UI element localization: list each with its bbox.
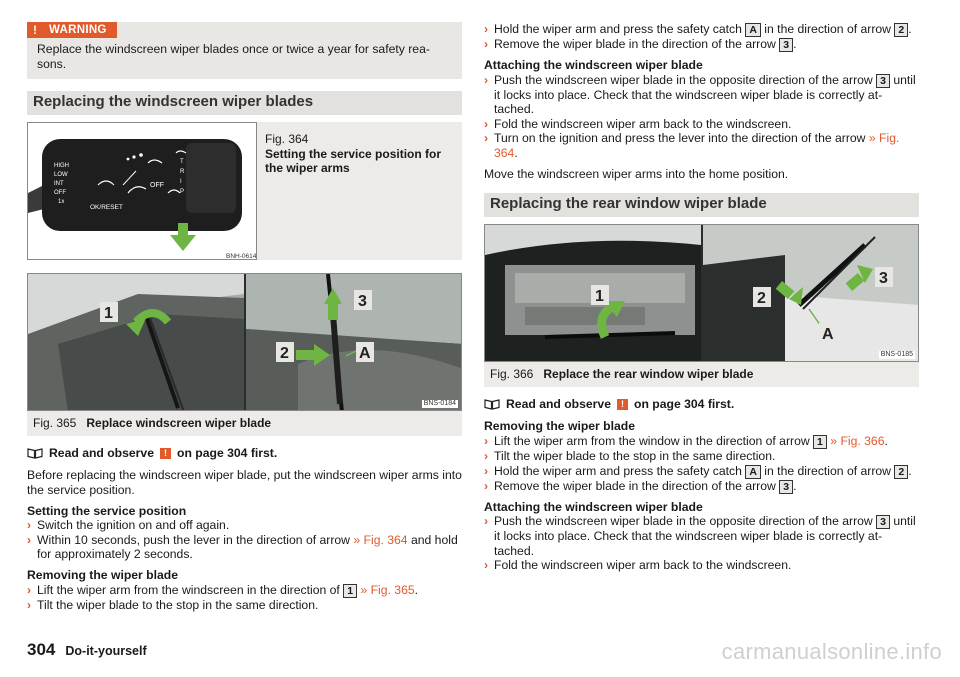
windscreen-wiper-photos xyxy=(28,274,462,411)
page-footer xyxy=(27,640,147,659)
section-title-rear-wiper: Replacing the rear window wiper blade xyxy=(484,193,919,217)
figure-366 xyxy=(484,224,919,387)
chevron-right-icon: › xyxy=(484,558,489,573)
list-item: › Hold the wiper arm and press the safety catch A in the direction of arrow 2 . xyxy=(484,463,912,478)
list-item: › Switch the ignition on and off again. xyxy=(27,518,230,533)
rear-wiper-photos xyxy=(485,225,919,362)
chevron-right-icon: › xyxy=(484,463,489,478)
image-code: BNS-0184 xyxy=(423,400,456,408)
figure-number: Fig. 366 xyxy=(490,367,534,382)
ok-reset-label: OK/RESET xyxy=(90,204,123,212)
chevron-right-icon: › xyxy=(484,72,489,87)
figure-number: Fig. 364 xyxy=(265,132,309,147)
chevron-right-icon: › xyxy=(484,478,489,493)
subheading: Setting the service position xyxy=(27,503,187,518)
figure-365-image xyxy=(27,273,462,411)
list-item: › Tilt the wiper blade to the stop in the same direction. xyxy=(484,448,776,463)
trip-letter: I xyxy=(180,179,182,186)
list-item: › Turn on the ignition and press the lever into the direction of the arrow » Fig. 364. xyxy=(484,131,900,160)
figure-365 xyxy=(27,273,462,436)
page-number: 304 xyxy=(27,640,56,659)
callout-tag: A xyxy=(745,23,761,37)
list-item: › Lift the wiper arm from the window in the direction of arrow 1 » Fig. 366. xyxy=(484,433,888,448)
chevron-right-icon: › xyxy=(484,37,489,51)
callout-tag: 3 xyxy=(876,74,890,88)
wiper-lever-illustration xyxy=(28,123,257,260)
callout-tag: 1 xyxy=(813,435,827,449)
read-observe-text: Read and observe xyxy=(49,445,154,460)
warning-icon: ! xyxy=(160,448,171,459)
figure-link[interactable]: » Fig. 364 xyxy=(353,532,408,547)
lever-label: HIGH xyxy=(54,163,69,170)
subheading: Attaching the windscreen wiper blade xyxy=(484,58,703,72)
figure-364 xyxy=(27,122,462,260)
read-observe-page-ref: on page 304 first. xyxy=(634,396,735,411)
figure-364-image xyxy=(27,122,257,260)
callout-tag: 2 xyxy=(894,465,908,479)
callout-tag: 2 xyxy=(894,23,908,37)
list-item: › Fold the windscreen wiper arm back to the windscreen. xyxy=(484,116,792,131)
read-observe-page-ref: on page 304 first. xyxy=(177,445,278,460)
list-item: › Tilt the wiper blade to the stop in the same direction. xyxy=(27,597,319,612)
callout-tag: 1 xyxy=(343,584,357,598)
chevron-right-icon: › xyxy=(484,131,489,146)
callout-tag: 3 xyxy=(876,515,890,529)
watermark: carmanualsonline.info xyxy=(721,639,942,664)
callout-3: 3 xyxy=(358,293,367,311)
book-icon xyxy=(484,399,500,410)
list-item: › Hold the wiper arm and press the safety catch A in the direction of arrow 2 . xyxy=(484,22,912,36)
figure-link[interactable]: » Fig. 364 xyxy=(494,131,900,160)
callout-1: 1 xyxy=(595,288,604,306)
callout-1: 1 xyxy=(104,305,113,323)
chapter-title: Do-it-yourself xyxy=(65,644,147,658)
lever-label: 1x xyxy=(58,199,65,206)
home-position-paragraph: Move the windscreen wiper arms into the home position. xyxy=(484,166,789,181)
list-item: › Lift the wiper arm from the windscreen in the direction of 1 » Fig. 365. xyxy=(27,582,419,597)
book-icon xyxy=(27,448,43,459)
list-item: › Fold the windscreen wiper arm back to the windscreen. xyxy=(484,558,792,573)
figure-number: Fig. 365 xyxy=(33,416,77,431)
trip-letter: R xyxy=(180,169,185,176)
chevron-right-icon: › xyxy=(484,433,489,448)
figure-364-caption xyxy=(257,122,462,260)
callout-tag: 3 xyxy=(779,38,793,52)
right-column xyxy=(484,22,919,573)
intro-paragraph: Before replacing the windscreen wiper blade, put the windscreen wiper arms into the service position. xyxy=(27,468,462,497)
list-item: › Within 10 seconds, push the lever in the direction of arrow » Fig. 364 and hold for approximately 2 seconds. xyxy=(27,532,458,562)
image-code: BNH-0614 xyxy=(226,253,257,261)
chevron-right-icon: › xyxy=(27,532,32,547)
chevron-right-icon: › xyxy=(27,597,32,612)
chevron-right-icon: › xyxy=(484,22,489,36)
callout-2: 2 xyxy=(757,290,766,308)
subheading: Attaching the windscreen wiper blade xyxy=(484,499,703,514)
chevron-right-icon: › xyxy=(27,582,32,597)
figure-link[interactable]: » Fig. 365 xyxy=(360,582,415,597)
figure-365-caption xyxy=(27,411,462,436)
list-item: › Push the windscreen wiper blade in the opposite direction of the arrow 3 until it locks into place. Check that the windscreen wiper blade is correctly at-tached. xyxy=(484,514,916,558)
warning-title: WARNING xyxy=(43,22,117,38)
chevron-right-icon: › xyxy=(484,116,489,131)
callout-3: 3 xyxy=(879,270,888,288)
lever-label: OFF xyxy=(54,190,66,197)
figure-366-caption xyxy=(484,362,919,387)
trip-letter: T xyxy=(180,159,184,166)
trip-letter: P xyxy=(180,189,185,196)
warning-text: Replace the windscreen wiper blades once or twice a year for safety rea-sons. xyxy=(37,42,430,71)
section-title-windscreen: Replacing the windscreen wiper blades xyxy=(27,91,462,115)
warning-icon: ! xyxy=(617,399,628,410)
callout-a: A xyxy=(822,326,834,344)
figure-link[interactable]: » Fig. 366 xyxy=(826,433,885,448)
subheading: Removing the wiper blade xyxy=(484,419,636,434)
warning-icon: ! xyxy=(27,22,43,38)
list-item: › Remove the wiper blade in the direction of the arrow 3 . xyxy=(484,478,797,493)
chevron-right-icon: › xyxy=(27,518,32,533)
warning-box xyxy=(27,22,462,79)
list-item: › Push the windscreen wiper blade in the opposite direction of the arrow 3 until it locks into place. Check that the windscreen wiper blade is correctly at-tached. xyxy=(484,72,916,117)
subheading: Removing the wiper blade xyxy=(27,567,179,582)
chevron-right-icon: › xyxy=(484,448,489,463)
image-code: BNS-0185 xyxy=(880,351,913,359)
read-observe-notice xyxy=(484,397,919,412)
lever-label: INT xyxy=(54,181,64,188)
read-observe-notice xyxy=(27,446,462,461)
left-column xyxy=(27,22,462,612)
chevron-right-icon: › xyxy=(484,514,489,529)
off-label: OFF xyxy=(150,182,164,190)
read-observe-text: Read and observe xyxy=(506,396,611,411)
figure-title: Setting the service position for the wiper arms xyxy=(265,146,442,176)
figure-title: Replace windscreen wiper blade xyxy=(86,416,272,431)
figure-366-image xyxy=(484,224,919,362)
lever-label: LOW xyxy=(54,172,68,179)
callout-a: A xyxy=(359,345,371,363)
list-item: › Remove the wiper blade in the direction of the arrow 3 . xyxy=(484,37,797,51)
callout-tag: A xyxy=(745,465,761,479)
callout-tag: 3 xyxy=(779,480,793,494)
warning-header xyxy=(27,22,452,38)
figure-title: Replace the rear window wiper blade xyxy=(543,367,754,382)
callout-2: 2 xyxy=(280,345,289,363)
